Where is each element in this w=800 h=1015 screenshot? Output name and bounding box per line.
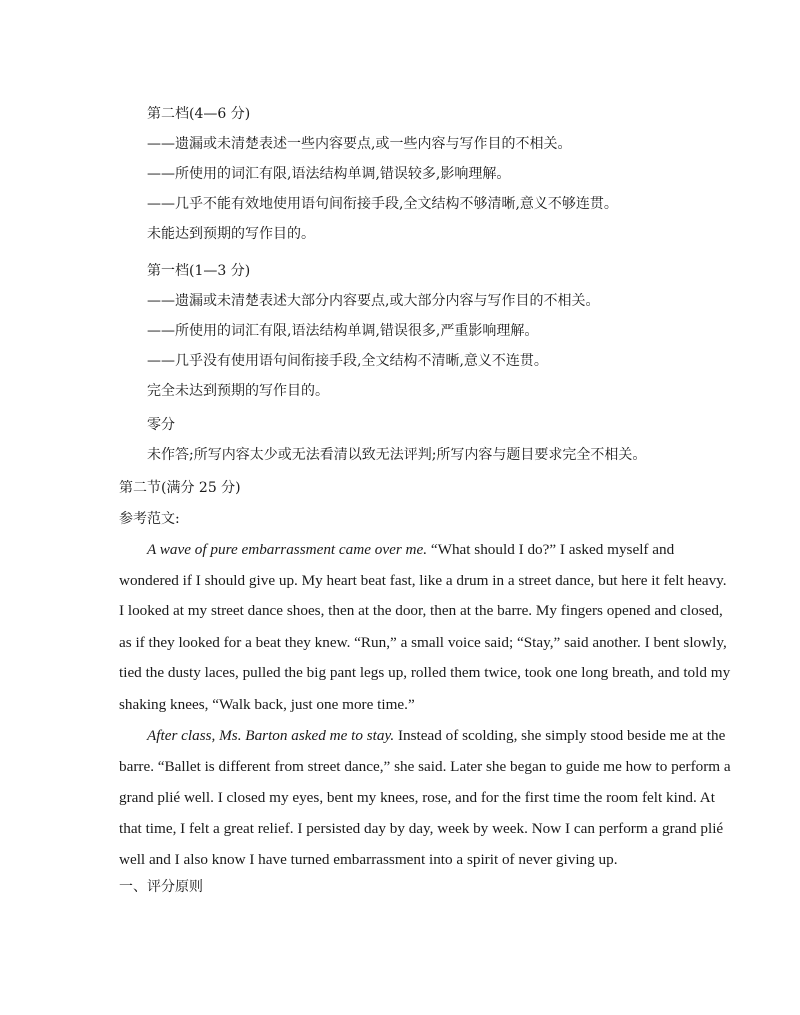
para1-line-5: tied the dusty laces, pulled the big pant legs up, rolled them twice, took one long breath, and told my — [119, 664, 731, 681]
zero-text: 未作答;所写内容太少或无法看清以致无法评判;所写内容与题目要求完全不相关。 — [147, 447, 647, 463]
section2-title: 第二节(满分 25 分) — [119, 480, 241, 496]
para1-line-2: wondered if I should give up. My heart beat fast, like a drum in a street dance, but here it felt heavy. — [119, 572, 727, 589]
para1-line-3: I looked at my street dance shoes, then at the door, then at the barre. My fingers opened and closed, — [119, 602, 723, 619]
tier1-title: 第一档(1—3 分) — [147, 263, 251, 279]
para2-line-1-rest: Instead of scolding, she simply stood beside me at the — [394, 727, 726, 744]
para2-lead: After class, Ms. Barton asked me to stay. — [147, 727, 395, 744]
tier1-conclusion: 完全未达到预期的写作目的。 — [147, 383, 329, 399]
para2-line-5: well and I also know I have turned embarrassment into a spirit of never giving up. — [119, 851, 618, 868]
scoring-principles-heading: 一、评分原则 — [119, 879, 203, 895]
para1-line-6: shaking knees, “Walk back, just one more time.” — [119, 696, 415, 713]
tier2-conclusion: 未能达到预期的写作目的。 — [147, 226, 315, 242]
tier1-item-1: ——遗漏或未清楚表述大部分内容要点,或大部分内容与写作目的不相关。 — [147, 293, 600, 309]
para2-line-3: grand plié well. I closed my eyes, bent my knees, rose, and for the first time the room felt kind. At — [119, 789, 715, 806]
tier2-title: 第二档(4—6 分) — [147, 106, 251, 122]
para1-line-1-rest: “What should I do?” I asked myself and — [427, 541, 675, 558]
para1-lead: A wave of pure embarrassment came over me. — [147, 541, 428, 558]
para1-line-1 — [147, 541, 674, 559]
para2-line-4: that time, I felt a great relief. I persisted day by day, week by week. Now I can perform a grand plié — [119, 820, 724, 837]
sample-label: 参考范文: — [119, 511, 180, 527]
tier2-item-3: ——几乎不能有效地使用语句间衔接手段,全文结构不够清晰,意义不够连贯。 — [147, 196, 618, 212]
tier1-item-2: ——所使用的词汇有限,语法结构单调,错误很多,严重影响理解。 — [147, 323, 539, 339]
tier2-item-2: ——所使用的词汇有限,语法结构单调,错误较多,影响理解。 — [147, 166, 511, 182]
para2-line-2: barre. “Ballet is different from street dance,” she said. Later she began to guide me how to perform a — [119, 758, 731, 775]
tier2-item-1: ——遗漏或未清楚表述一些内容要点,或一些内容与写作目的不相关。 — [147, 136, 572, 152]
zero-title: 零分 — [147, 417, 175, 433]
para1-line-4: as if they looked for a beat they knew. “Run,” a small voice said; “Stay,” said another. I bent slowly, — [119, 634, 727, 651]
tier1-item-3: ——几乎没有使用语句间衔接手段,全文结构不清晰,意义不连贯。 — [147, 353, 548, 369]
para2-line-1 — [147, 727, 725, 745]
